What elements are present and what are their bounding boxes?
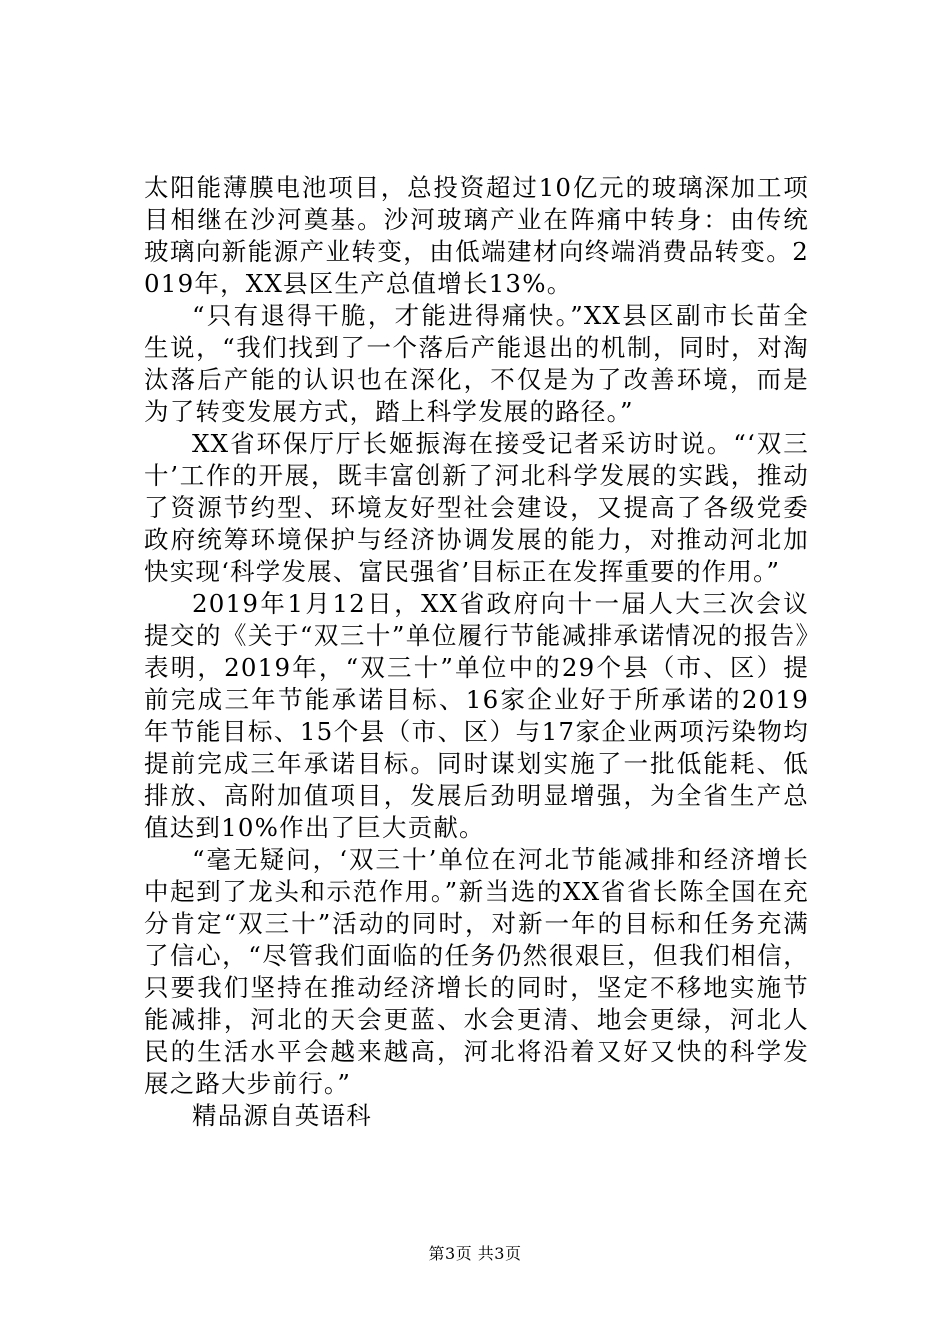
paragraph-4: 2019年1月12日，XX省政府向十一届人大三次会议提交的《关于“双三十”单位履行节能减排承诺情况的报告》表明，2019年，“双三十”单位中的29个县（市、区）提前完成三年节能承诺目标、16家企业好于所承诺的2019年节能目标、15个县（市、区）与17家企业两项污染物均提前完成三年承诺目标。同时谋划实施了一批低能耗、低排放、高附加值项目，发展后劲明显增强，为全省生产总值达到10%作出了巨大贡献。 [144, 589, 809, 842]
paragraph-5: “毫无疑问，‘双三十’单位在河北节能减排和经济增长中起到了龙头和示范作用。”新当选的XX省省长陈全国在充分肯定“双三十”活动的同时，对新一年的目标和任务充满了信心，“尽管我们面临的任务仍然很艰巨，但我们相信，只要我们坚持在推动经济增长的同时，坚定不移地实施节能减排，河北的天会更蓝、水会更清、地会更绿，河北人民的生活水平会越来越高，河北将沿着又好又快的科学发展之路大步前行。” [144, 845, 809, 1098]
paragraph-3: XX省环保厅厅长姬振海在接受记者采访时说。“‘双三十’工作的开展，既丰富创新了河北科学发展的实践，推动了资源节约型、环境友好型社会建设，又提高了各级党委政府统筹环境保护与经济协调发展的能力，对推动河北加快实现‘科学发展、富民强省’目标正在发挥重要的作用。” [144, 429, 809, 586]
paragraph-1: 太阳能薄膜电池项目，总投资超过10亿元的玻璃深加工项目相继在沙河奠基。沙河玻璃产业在阵痛中转身：由传统玻璃向新能源产业转变，由低端建材向终端消费品转变。2019年，XX县区生产总值增长13%。 [144, 173, 809, 298]
document-body [144, 172, 809, 1132]
paragraph-6: 精品源自英语科 [192, 1101, 372, 1130]
page-footer [0, 1244, 950, 1264]
paragraph-2: “只有退得干脆，才能进得痛快。”XX县区副市长苗全生说，“我们找到了一个落后产能退出的机制，同时，对淘汰落后产能的认识也在深化，不仅是为了改善环境，而是为了转变发展方式，踏上科学发展的路径。” [144, 301, 809, 426]
page-number-label: 第3页 共3页 [428, 1244, 522, 1263]
